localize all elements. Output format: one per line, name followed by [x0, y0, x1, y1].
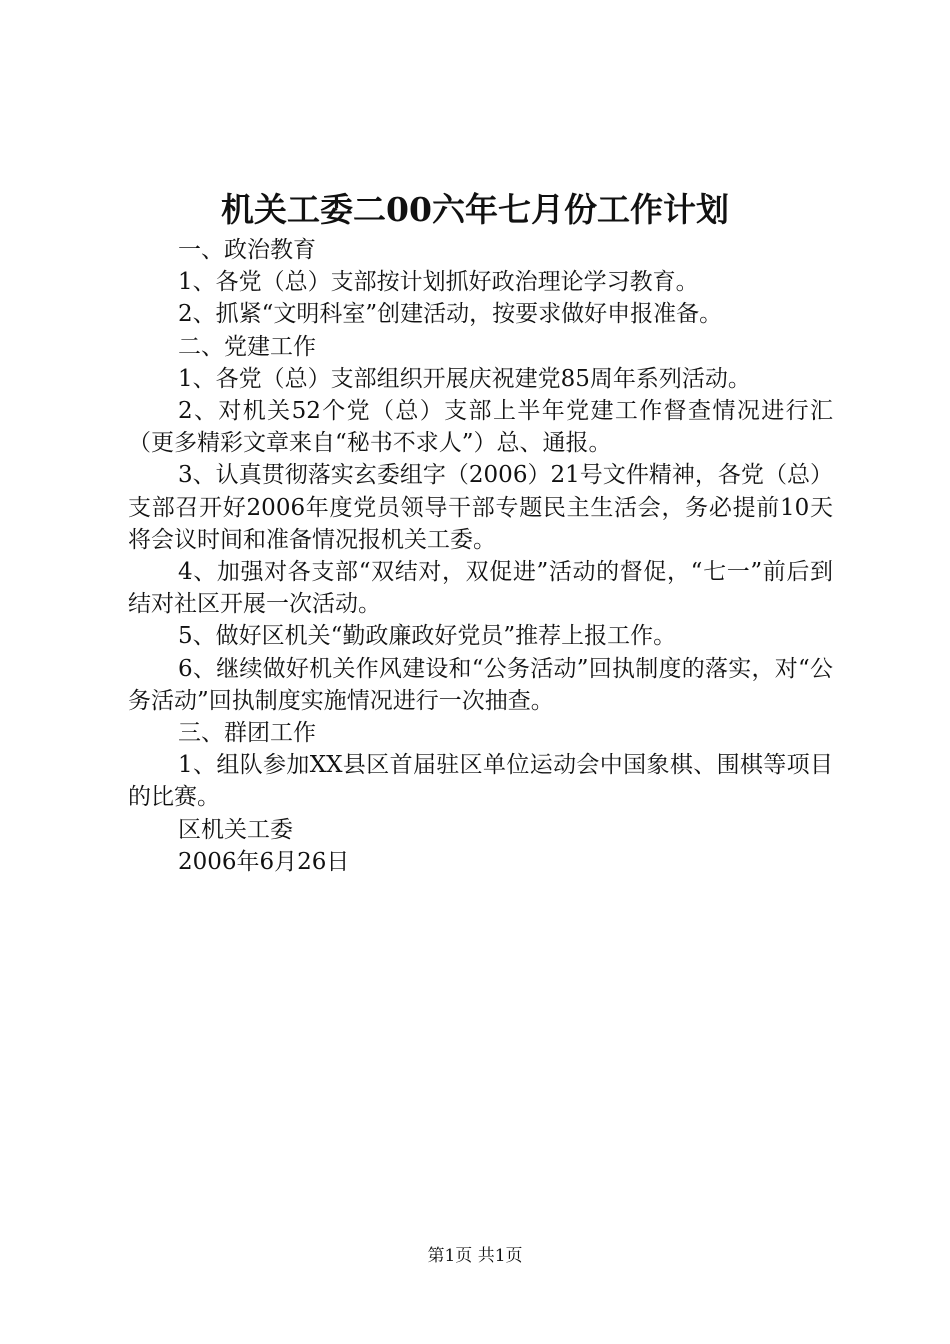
paragraph-item: 6、继续做好机关作风建设和“公务活动”回执制度的落实，对“公务活动”回执制度实施情况进行一次抽查。 — [128, 655, 833, 714]
page-number-footer: 第1页 共1页 — [427, 1246, 523, 1266]
paragraph-item: 4、加强对各支部“双结对，双促进”活动的督促，“七一”前后到结对社区开展一次活动。 — [128, 559, 833, 618]
section-heading-mass-organizations: 三、群团工作 — [178, 720, 316, 747]
paragraph-item: 2、抓紧“文明科室”创建活动，按要求做好申报准备。 — [178, 301, 723, 328]
section-heading-political-education: 一、政治教育 — [178, 237, 316, 263]
document-body — [128, 234, 833, 878]
paragraph-item: 1、各党（总）支部组织开展庆祝建党85周年系列活动。 — [178, 365, 751, 392]
paragraph-item: 1、组队参加XX县区首届驻区单位运动会中国象棋、围棋等项目的比赛。 — [128, 752, 833, 811]
signature-date: 2006年6月26日 — [178, 848, 350, 875]
paragraph-item: 3、认真贯彻落实玄委组字（2006）21号文件精神，各党（总）支部召开好2006年度党员领导干部专题民主生活会，务必提前10天将会议时间和准备情况报机关工委。 — [128, 462, 833, 553]
signature-organization: 区机关工委 — [178, 816, 293, 843]
document-title: 机关工委二00六年七月份工作计划 — [221, 190, 729, 229]
section-heading-party-building: 二、党建工作 — [178, 333, 316, 360]
paragraph-item: 5、做好区机关“勤政廉政好党员”推荐上报工作。 — [178, 623, 677, 650]
paragraph-item: 1、各党（总）支部按计划抓好政治理论学习教育。 — [178, 269, 699, 296]
paragraph-item: 2、对机关52个党（总）支部上半年党建工作督查情况进行汇（更多精彩文章来自“秘书不求人”）总、通报。 — [128, 398, 833, 457]
